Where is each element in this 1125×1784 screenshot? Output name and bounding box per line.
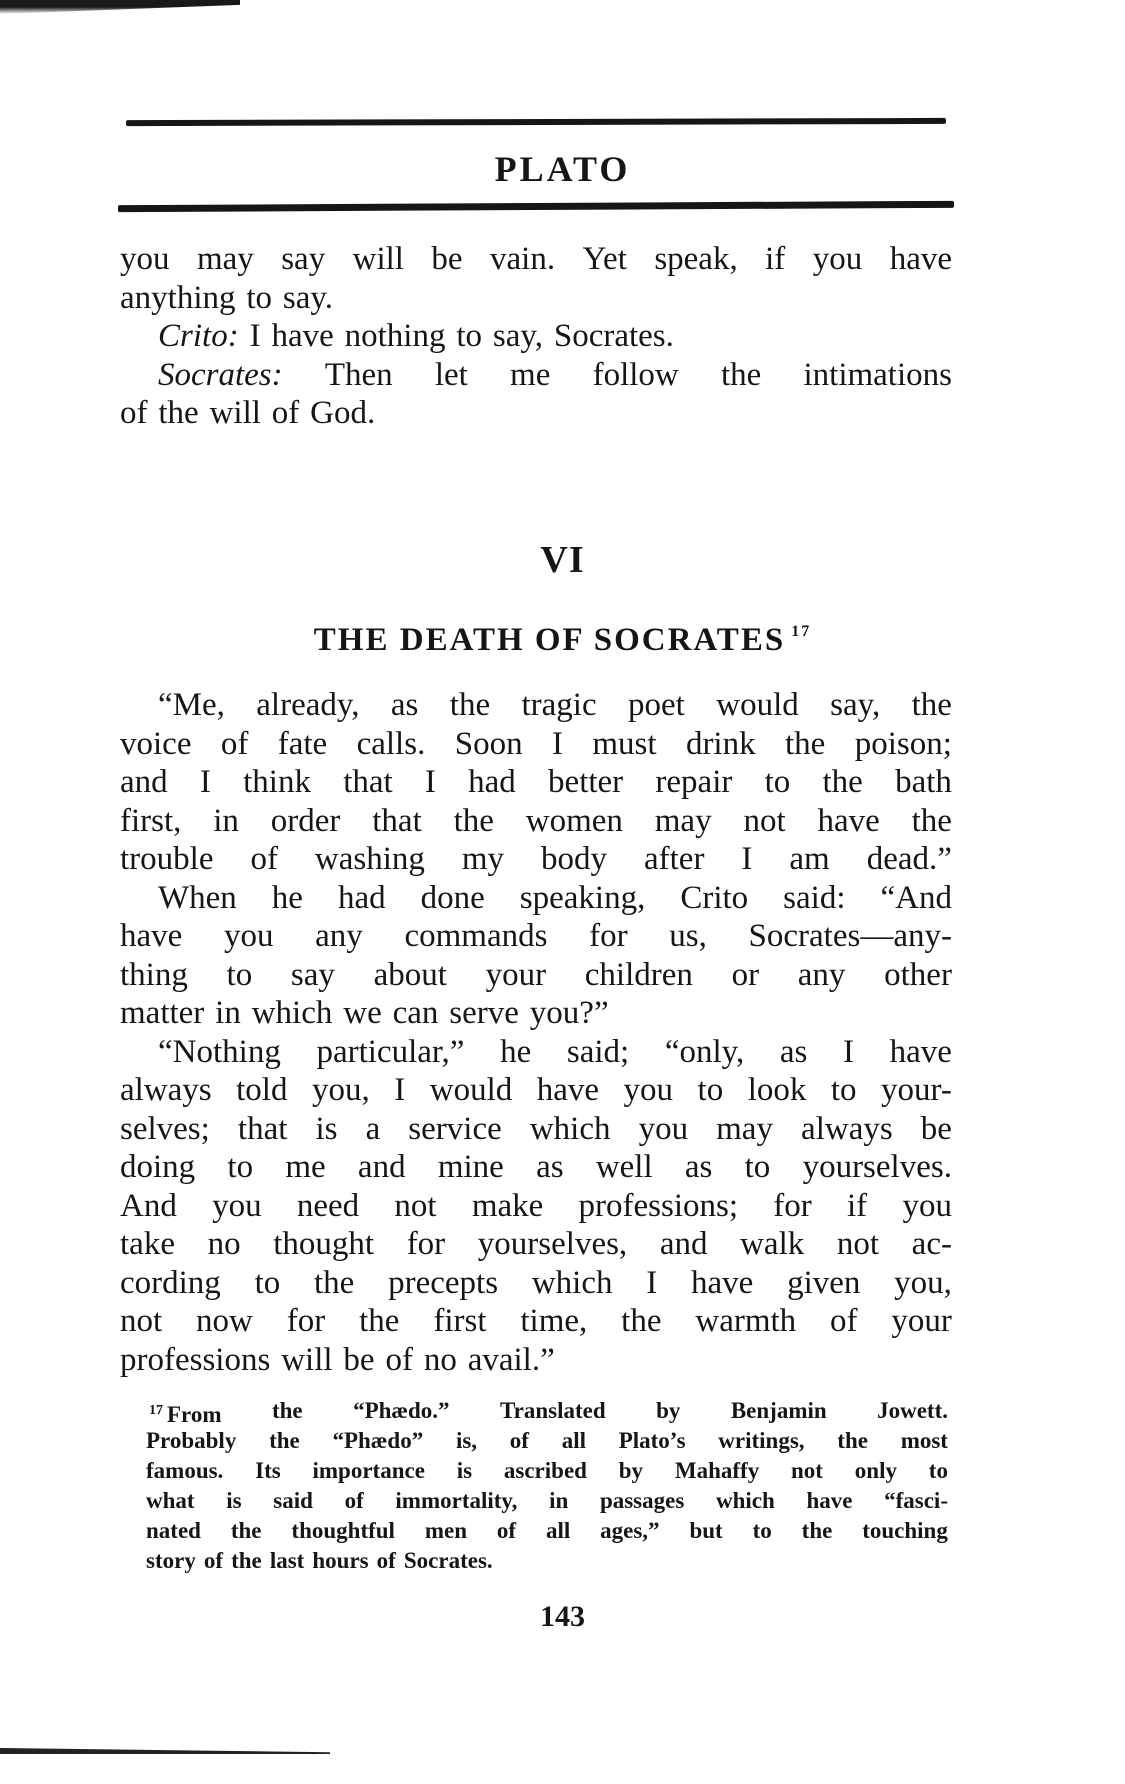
word: avail.”	[467, 1341, 555, 1378]
word: order	[270, 802, 341, 839]
word: fate	[277, 725, 328, 762]
word: the	[911, 687, 952, 723]
word: you	[623, 1072, 674, 1108]
header-rule-top	[126, 118, 946, 126]
chapter-title-text: THE DEATH OF SOCRATES	[313, 622, 786, 658]
word: have	[806, 1488, 853, 1513]
word: as	[779, 1033, 808, 1070]
word: for	[286, 1303, 326, 1339]
word: say,	[492, 318, 543, 354]
word: Crito:	[158, 318, 239, 354]
word: God.	[310, 395, 376, 431]
word: for	[589, 918, 628, 954]
footnote-line	[146, 1516, 948, 1546]
word: given	[787, 1264, 861, 1301]
word: follow	[592, 356, 679, 393]
word: cording	[120, 1264, 221, 1301]
word: serve	[449, 995, 519, 1031]
word: only	[854, 1458, 897, 1483]
word: Jowett.	[877, 1398, 948, 1423]
word: am	[789, 841, 830, 877]
word: Socrates.	[403, 1548, 493, 1573]
word: Its	[255, 1458, 281, 1483]
word: Then	[324, 356, 393, 393]
word: now	[196, 1303, 253, 1339]
word: to	[744, 1149, 771, 1185]
word: to	[928, 1458, 948, 1483]
word: the	[269, 1428, 300, 1453]
word: said	[273, 1488, 313, 1513]
word: which	[715, 1488, 775, 1513]
text-line	[120, 917, 952, 956]
text-line	[120, 317, 952, 356]
word: commands	[404, 918, 548, 954]
word: have	[889, 241, 952, 277]
word: no	[423, 1341, 457, 1378]
word: “Phædo.”	[353, 1398, 450, 1423]
word: me	[510, 356, 551, 393]
word: all	[561, 1428, 586, 1453]
word: Probably	[146, 1428, 237, 1453]
word: any	[315, 918, 363, 954]
word: said:	[783, 879, 846, 916]
word: by	[618, 1458, 644, 1483]
word: to	[697, 1072, 724, 1108]
word: to	[830, 1072, 857, 1108]
word: what	[146, 1488, 195, 1513]
word: Crito	[680, 879, 749, 916]
word: is	[315, 1110, 338, 1147]
word: and	[357, 1149, 406, 1185]
word: Socrates.	[553, 318, 674, 354]
word: would	[716, 687, 799, 723]
word: you	[212, 1187, 262, 1224]
word: for	[406, 1226, 446, 1262]
text-line	[120, 1071, 952, 1110]
word: and	[120, 764, 168, 800]
word: had	[337, 879, 386, 916]
word: about	[373, 956, 447, 993]
word: that	[237, 1110, 288, 1147]
word: yourselves.	[802, 1149, 952, 1185]
word: you	[223, 918, 274, 954]
word: is	[456, 1458, 473, 1483]
word: you,	[894, 1264, 952, 1301]
word: service	[408, 1110, 502, 1147]
word: well	[595, 1149, 653, 1185]
word: must	[592, 725, 657, 762]
word: Benjamin	[730, 1398, 827, 1423]
chapter-title	[0, 622, 1125, 659]
word: the	[158, 395, 199, 431]
chapter-body	[120, 686, 952, 1379]
word: not	[120, 1303, 163, 1339]
word: of	[271, 395, 300, 431]
word: Socrates:	[158, 356, 283, 393]
word: have	[889, 1033, 952, 1070]
word: if	[847, 1187, 868, 1224]
word: selves;	[120, 1110, 210, 1147]
word: bath	[895, 764, 952, 800]
word: I	[199, 764, 211, 800]
word: your	[891, 1303, 952, 1339]
word: the	[822, 764, 863, 800]
word: the	[230, 1518, 262, 1543]
word: to	[226, 956, 253, 993]
footnote-reference: 17	[791, 623, 812, 640]
word: we	[343, 995, 382, 1031]
word: yourselves,	[477, 1226, 628, 1262]
word: thoughtful	[291, 1518, 395, 1543]
word: not	[394, 1187, 437, 1224]
word: say.	[282, 279, 334, 316]
word: by	[656, 1398, 681, 1423]
footnote-line	[146, 1456, 948, 1486]
word: Yet	[582, 241, 627, 277]
word: any	[797, 956, 846, 993]
word: to	[227, 1149, 254, 1185]
word: nated	[146, 1518, 201, 1543]
word: I	[646, 1264, 658, 1301]
word: children	[584, 956, 693, 993]
word: you,	[311, 1072, 370, 1108]
word: Plato’s	[618, 1428, 686, 1453]
word: washing	[314, 841, 425, 877]
text-line	[120, 1264, 952, 1303]
word: the	[785, 725, 826, 762]
word: last	[269, 1548, 305, 1573]
word: not	[743, 802, 786, 839]
word: immortality,	[395, 1488, 518, 1513]
word: say	[290, 956, 335, 993]
word: told	[236, 1072, 288, 1108]
word: story	[146, 1548, 196, 1573]
word: When	[158, 879, 237, 916]
word: matter	[120, 995, 205, 1031]
word: said;	[566, 1033, 630, 1070]
word: no	[207, 1226, 241, 1262]
word: after	[644, 841, 705, 877]
word: of	[509, 1428, 529, 1453]
word: famous.	[146, 1458, 224, 1483]
word: body	[541, 841, 608, 877]
word: I	[843, 1033, 855, 1070]
word: I	[394, 1072, 406, 1108]
word: “Phædo”	[332, 1428, 424, 1453]
word: writings,	[718, 1428, 805, 1453]
word: is	[226, 1488, 242, 1513]
word: have	[120, 918, 183, 954]
text-line	[120, 763, 952, 802]
word: ages,”	[600, 1518, 660, 1543]
word: speaking,	[519, 879, 646, 916]
word: first,	[120, 802, 182, 839]
footnote	[146, 1396, 948, 1576]
word: he	[271, 879, 303, 916]
word: particular,”	[316, 1033, 465, 1070]
word: of	[220, 725, 249, 762]
word: may	[654, 802, 712, 839]
word: may	[716, 1110, 773, 1147]
text-line	[120, 279, 952, 318]
word: trouble	[120, 841, 214, 877]
word: poison;	[854, 725, 952, 762]
word: touching	[862, 1518, 948, 1543]
word: women	[525, 802, 623, 839]
word: warmth	[695, 1303, 797, 1339]
word: Socrates—any-	[748, 918, 952, 954]
text-line	[120, 840, 952, 879]
word: the	[359, 1303, 400, 1339]
word: speak,	[654, 241, 738, 277]
word: always	[801, 1110, 893, 1147]
word: of	[250, 841, 278, 877]
word: you	[902, 1187, 952, 1224]
word: the	[453, 802, 494, 839]
word: the	[271, 1398, 303, 1423]
word: tragic	[521, 687, 597, 723]
word: the	[720, 356, 762, 393]
word: “only,	[664, 1033, 745, 1070]
word: or	[731, 956, 760, 993]
word: “Me,	[158, 687, 225, 723]
word: of	[344, 1488, 364, 1513]
word: a	[365, 1110, 381, 1147]
word: as	[536, 1149, 564, 1185]
word: I	[551, 725, 563, 762]
running-head: PLATO	[494, 149, 631, 189]
word: to	[752, 1518, 772, 1543]
text-line	[120, 725, 952, 764]
word: to	[246, 279, 273, 316]
word: which	[529, 1110, 611, 1147]
word: precepts	[388, 1264, 499, 1301]
word: Mahaffy	[674, 1458, 760, 1483]
word: say,	[830, 687, 881, 723]
word: $^{17}$ From	[149, 1402, 222, 1427]
word: of	[385, 1341, 413, 1378]
word: time,	[520, 1303, 588, 1339]
word: not	[791, 1458, 823, 1483]
word: will	[281, 1341, 333, 1378]
word: you	[120, 241, 170, 277]
word: your	[485, 956, 547, 993]
word: the	[911, 802, 952, 839]
word: of	[203, 1548, 224, 1573]
footnote-line	[146, 1546, 948, 1576]
word: nothing	[344, 318, 446, 354]
word: I	[249, 318, 261, 354]
footnote-line	[146, 1486, 948, 1516]
word: the	[231, 1548, 262, 1573]
word: can	[392, 995, 439, 1031]
word: the	[621, 1303, 662, 1339]
word: other	[884, 956, 952, 993]
word: which	[251, 995, 333, 1031]
word: Soon	[454, 725, 523, 762]
word: that	[343, 764, 393, 800]
word: my	[461, 841, 505, 877]
text-line	[120, 1225, 952, 1264]
word: thing	[120, 956, 188, 993]
word: which	[531, 1264, 613, 1301]
word: for	[773, 1187, 812, 1224]
word: ascribed	[503, 1458, 587, 1483]
word: may	[196, 241, 254, 277]
text-line	[120, 879, 952, 918]
word: make	[471, 1187, 544, 1224]
word: drink	[685, 725, 756, 762]
footnote-line	[146, 1426, 948, 1456]
word: to	[456, 318, 482, 354]
word: already,	[256, 687, 360, 723]
word: poet	[628, 687, 685, 723]
word: as	[390, 687, 419, 723]
word: of	[120, 395, 148, 431]
word: is,	[455, 1428, 478, 1453]
word: repair	[655, 764, 733, 800]
word: be	[431, 241, 463, 277]
word: be	[343, 1341, 375, 1378]
word: I	[741, 841, 753, 877]
word: importance	[312, 1458, 425, 1483]
word: the	[449, 687, 491, 723]
word: think	[243, 764, 311, 800]
word: the	[837, 1428, 868, 1453]
word: vain.	[490, 241, 556, 277]
word: better	[548, 764, 624, 800]
word: will	[352, 241, 404, 277]
text-line	[120, 1341, 952, 1380]
word: voice	[120, 725, 192, 762]
word: you	[638, 1110, 689, 1147]
word: doing	[120, 1149, 196, 1185]
text-line	[120, 240, 952, 279]
word: need	[296, 1187, 360, 1224]
text-line	[120, 1033, 952, 1072]
word: to	[764, 764, 791, 800]
word: ac-	[911, 1226, 952, 1262]
text-line	[120, 994, 952, 1033]
page-number: 143	[540, 1600, 585, 1633]
text-line	[120, 1302, 952, 1341]
text-line	[120, 356, 952, 395]
word: And	[120, 1187, 177, 1224]
word: all	[545, 1518, 571, 1543]
word: as	[684, 1149, 713, 1185]
word: professions	[120, 1341, 271, 1378]
word: you	[812, 241, 863, 277]
word: that	[372, 802, 422, 839]
word: “fasci-	[884, 1488, 948, 1513]
text-line	[120, 1187, 952, 1226]
word: the	[314, 1264, 355, 1301]
word: “And	[880, 879, 952, 916]
word: your-	[881, 1072, 952, 1108]
word: I	[424, 764, 436, 800]
word: done	[420, 879, 485, 916]
text-line	[120, 1110, 952, 1149]
word: dead.”	[866, 841, 952, 877]
word: will	[209, 395, 261, 431]
word: first	[433, 1303, 487, 1339]
word: thought	[273, 1226, 375, 1262]
word: men	[424, 1518, 468, 1543]
word: calls.	[356, 725, 426, 762]
word: look	[747, 1072, 807, 1108]
word: “Nothing	[158, 1033, 281, 1070]
word: if	[765, 241, 786, 277]
text-line	[120, 956, 952, 995]
scan-edge-mark-bottom	[0, 1748, 330, 1754]
word: Translated	[500, 1398, 606, 1423]
word: passages	[599, 1488, 685, 1513]
word: have	[817, 802, 880, 839]
text-line	[120, 1148, 952, 1187]
word: in	[213, 802, 239, 839]
word: in	[549, 1488, 569, 1513]
header-rule-bottom	[118, 201, 954, 212]
word: have	[271, 318, 334, 354]
word: anything	[120, 279, 236, 316]
word: mine	[437, 1149, 504, 1185]
continued-text	[120, 240, 952, 433]
word: have	[691, 1264, 754, 1301]
word: the	[801, 1518, 833, 1543]
word: intimations	[803, 356, 952, 393]
word: and	[659, 1226, 708, 1262]
word: always	[120, 1072, 212, 1108]
word: you?”	[529, 995, 609, 1031]
word: take	[120, 1226, 175, 1262]
word: of	[496, 1518, 517, 1543]
word: of	[376, 1548, 396, 1573]
scan-edge-mark-top	[0, 0, 240, 14]
text-line	[120, 394, 952, 433]
word: have	[536, 1072, 600, 1108]
chapter-number: VI	[540, 539, 585, 581]
word: me	[285, 1149, 326, 1185]
word: not	[836, 1226, 880, 1262]
word: say	[281, 241, 326, 277]
footnote-marker: 17	[149, 1403, 163, 1418]
text-line	[120, 802, 952, 841]
word: in	[215, 995, 241, 1031]
word: let	[434, 356, 468, 393]
word: of	[830, 1303, 858, 1339]
word: be	[920, 1110, 952, 1147]
word: but	[689, 1518, 723, 1543]
word: us,	[669, 918, 707, 954]
word: to	[254, 1264, 281, 1301]
footnote-line	[146, 1396, 948, 1426]
word: most	[900, 1428, 948, 1453]
word: walk	[740, 1226, 805, 1262]
word: would	[429, 1072, 513, 1108]
text-line	[120, 686, 952, 725]
word: he	[500, 1033, 532, 1070]
word: professions;	[578, 1187, 739, 1224]
word: had	[468, 764, 516, 800]
word: hours	[312, 1548, 369, 1573]
